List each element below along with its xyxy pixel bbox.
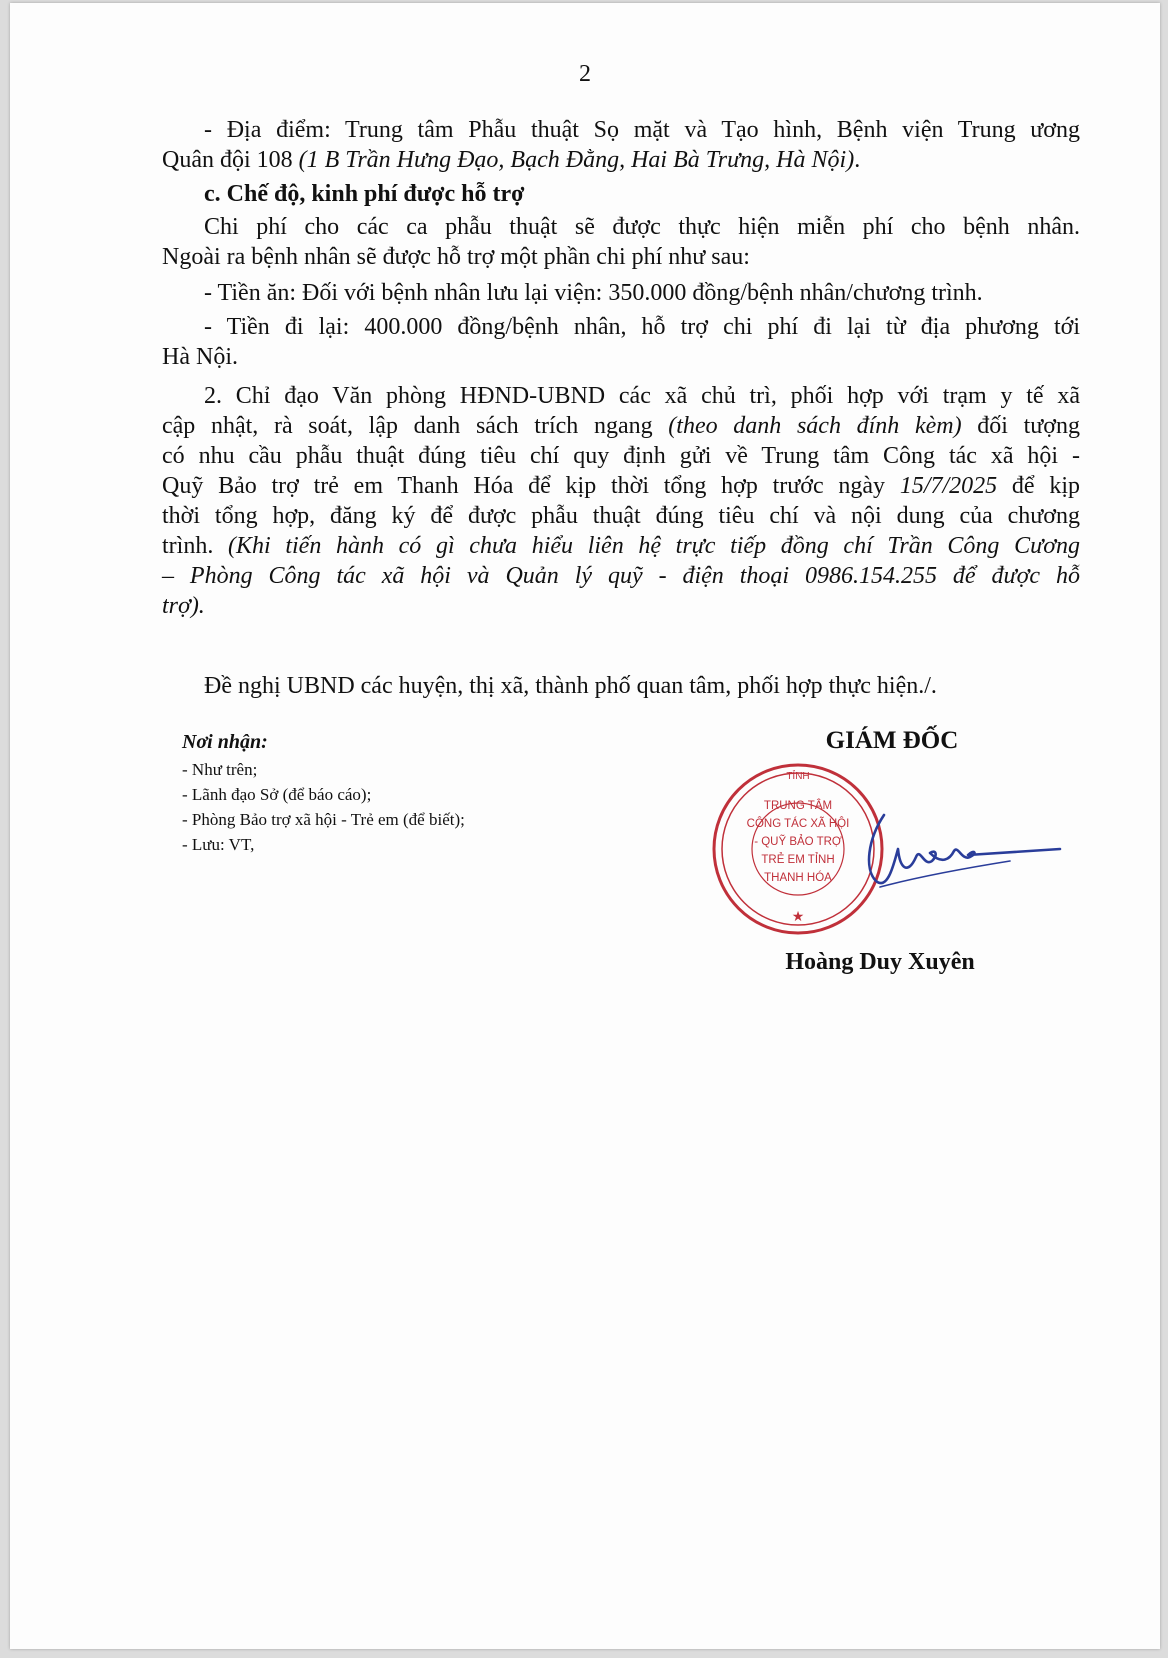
svg-text:TRUNG TÂM: TRUNG TÂM [763,800,833,812]
svg-text:THANH HÓA: THANH HÓA [764,872,832,884]
deadline-date: 15/7/2025 [899,473,998,499]
item-2-line-5: thời tổng hợp, đăng ký để được phẫu thuật đúng tiêu chí và nội dung của chương [162,503,1080,529]
item-2-text: Quỹ Bảo trợ trẻ em Thanh Hóa để kịp thời tổng hợp trước ngày [162,473,900,499]
contact-note: (Khi tiến hành có gì chưa hiểu liên hệ trực tiếp đồng chí Trần Công Cương [228,533,1081,559]
recipients-list [182,757,465,857]
item-2-line-4 [162,471,1080,501]
item-2-text: đối tượng [961,413,1080,439]
svg-text:TỈNH: TỈNH [786,771,810,782]
recipient-item: - Lãnh đạo Sở (để báo cáo); [182,785,372,804]
page-number: 2 [579,61,591,87]
section-c-intro [162,212,1080,272]
item-2-line-8 [162,591,1080,621]
intro-line-2: Ngoài ra bệnh nhân sẽ được hỗ trợ một phần chi phí như sau: [162,244,750,270]
location-end: . [854,147,861,173]
svg-text:★: ★ [791,910,805,925]
contact-note: – Phòng Công tác xã hội và Quản lý quỹ - điện thoại 0986.154.255 để được hỗ [162,563,1080,589]
location-paragraph [162,115,1080,175]
signer-role: GIÁM ĐỐC [825,727,959,754]
recipient-item: - Lưu: VT, [182,835,255,854]
document-page [10,3,1160,1649]
recipient-item: - Như trên; [182,760,258,779]
svg-text:- QUỸ BẢO TRỢ: - QUỸ BẢO TRỢ [754,836,842,848]
location-line-2 [162,145,1080,175]
contact-note: trợ). [162,593,205,619]
signer-name: Hoàng Duy Xuyên [785,949,975,975]
item-2-line-3: có nhu cầu phẫu thuật đúng tiêu chí quy định gửi về Trung tâm Công tác xã hội - [162,443,1080,469]
item-2-line-7 [162,561,1080,591]
travel-allowance [162,312,1080,372]
svg-text:CÔNG TÁC XÃ HỘI: CÔNG TÁC XÃ HỘI [746,818,850,830]
location-line-1: - Địa điểm: Trung tâm Phẫu thuật Sọ mặt và Tạo hình, Bệnh viện Trung ương [204,117,1080,143]
recipient-item: - Phòng Bảo trợ xã hội - Trẻ em (để biết); [182,810,465,829]
item-2-text: cập nhật, rà soát, lập danh sách trích ngang [162,413,669,439]
location-address: (1 B Trần Hưng Đạo, Bạch Đằng, Hai Bà Trưng, Hà Nội) [298,147,855,173]
item-2-paragraph [162,381,1080,621]
item-2-text: để kịp [997,473,1080,499]
recipients-title: Nơi nhận: [182,731,268,753]
item-2-line-2 [162,411,1080,441]
travel-line-2: Hà Nội. [162,344,238,370]
section-c-heading: c. Chế độ, kinh phí được hỗ trợ [204,181,525,207]
item-2-text: trình. [162,533,228,559]
travel-line-1: - Tiền đi lại: 400.000 đồng/bệnh nhân, hỗ trợ chi phí đi lại từ địa phương tới [204,314,1080,340]
closing-sentence: Đề nghị UBND các huyện, thị xã, thành phố quan tâm, phối hợp thực hiện./. [204,673,937,699]
location-lead: Quân đội 108 [162,147,299,173]
svg-text:TRẺ EM TỈNH: TRẺ EM TỈNH [761,854,835,866]
item-2-line-6 [162,531,1080,561]
meal-allowance: - Tiền ăn: Đối với bệnh nhân lưu lại viện: 350.000 đồng/bệnh nhân/chương trình. [204,280,983,306]
item-2-italic-note: (theo danh sách đính kèm) [668,413,962,439]
intro-line-1: Chi phí cho các ca phẫu thuật sẽ được thực hiện miễn phí cho bệnh nhân. [204,214,1080,240]
item-2-line-1: 2. Chỉ đạo Văn phòng HĐND-UBND các xã chủ trì, phối hợp với trạm y tế xã [204,383,1080,409]
handwritten-signature [850,809,1070,895]
